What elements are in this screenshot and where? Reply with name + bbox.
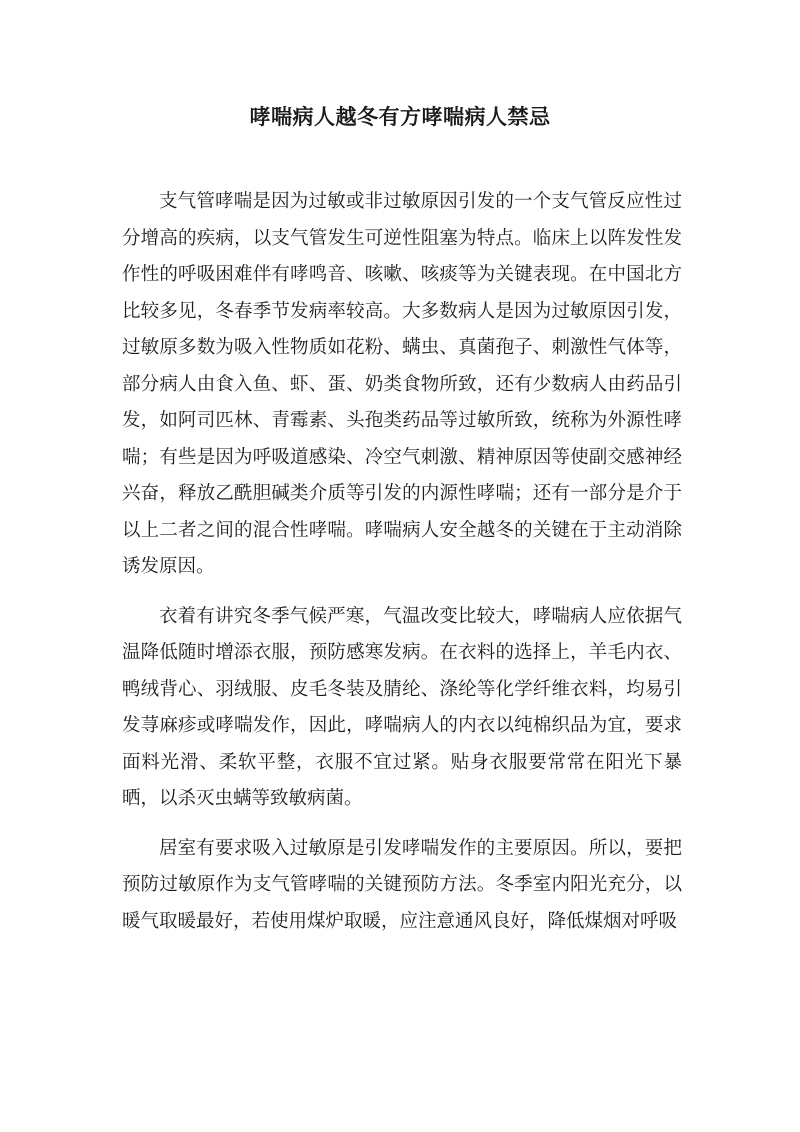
document-body: [122, 184, 682, 953]
paragraph: 居室有要求吸入过敏原是引发哮喘发作的主要原因。所以，要把预防过敏原作为支气管哮喘的关键预防方法。冬季室内阳光充分，以暖气取暖最好，若使用煤炉取暖，应注意通风良好，降低煤烟对呼吸: [122, 837, 682, 932]
paragraph: 衣着有讲究冬季气候严寒，气温改变比较大，哮喘病人应依据气温降低随时增添衣服，预防感寒发病。在衣料的选择上，羊毛内衣、鸭绒背心、羽绒服、皮毛冬装及腈纶、涤纶等化学纤维衣料，均易引发荨麻疹或哮喘发作，因此，哮喘病人的内衣以纯棉织品为宜，要求面料光滑、柔软平整，衣服不宜过紧。贴身衣服要常常在阳光下暴晒，以杀灭虫螨等致敏病菌。: [122, 605, 682, 809]
document-title: 哮喘病人越冬有方哮喘病人禁忌: [249, 104, 551, 129]
paragraph: 支气管哮喘是因为过敏或非过敏原因引发的一个支气管反应性过分增高的疾病，以支气管发生可逆性阻塞为特点。临床上以阵发性发作性的呼吸困难伴有哮鸣音、咳嗽、咳痰等为关键表现。在中国北方比较多见，冬春季节发病率较高。大多数病人是因为过敏原因引发，过敏原多数为吸入性物质如花粉、螨虫、真菌孢子、刺激性气体等，部分病人由食入鱼、虾、蛋、奶类食物所致，还有少数病人由药品引发，如阿司匹林、青霉素、头孢类药品等过敏所致，统称为外源性哮喘；有些是因为呼吸道感染、冷空气刺激、精神原因等使副交感神经兴奋，释放乙酰胆碱类介质等引发的内源性哮喘；还有一部分是介于以上二者之间的混合性哮喘。哮喘病人安全越冬的关键在于主动消除诱发原因。: [122, 191, 682, 577]
